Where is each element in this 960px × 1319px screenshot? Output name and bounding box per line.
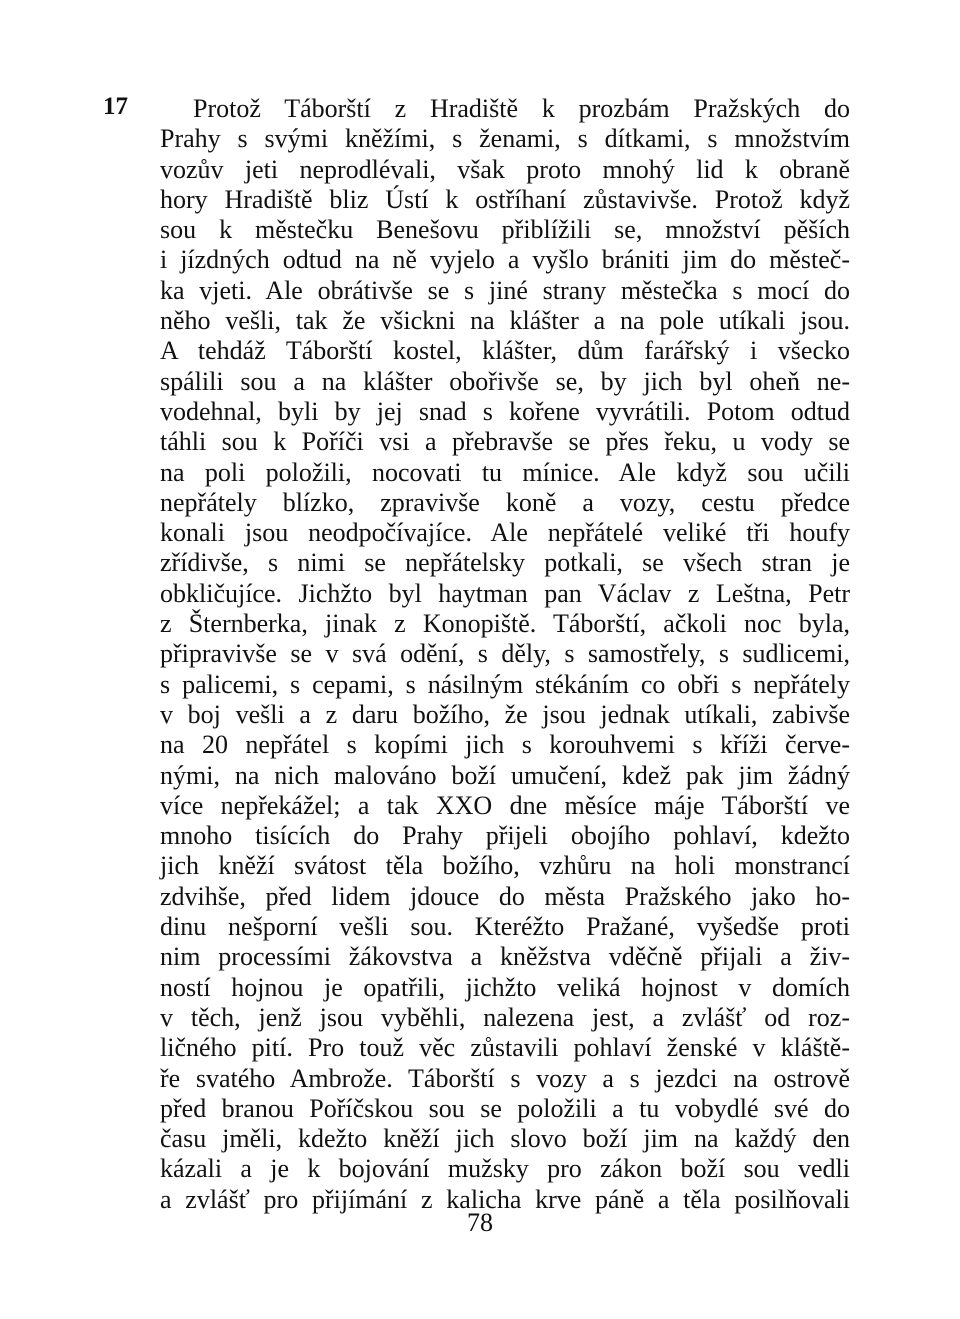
text-line: ličného pití. Pro touž věc zůstavili pohlaví ženské v kláště-	[160, 1033, 850, 1063]
text-line: ností hojnou je opatřili, jichžto veliká hojnost v domích	[160, 972, 850, 1002]
text-line: více nepřekážel; a tak XXO dne měsíce máje Táborští ve	[160, 790, 850, 820]
text-line: i jízdných odtud na ně vyjelo a vyšlo brániti jim do městeč-	[160, 245, 850, 275]
text-line: s palicemi, s cepami, s násilným stékáním co obři s nepřátely	[160, 669, 850, 699]
text-line: před branou Poříčskou sou se položili a tu vobydlé své do	[160, 1093, 850, 1123]
text-line: jich kněží svátost těla božího, vzhůru na holi monstrancí	[160, 851, 850, 881]
text-line: spálili sou a na klášter obořivše se, by jich byl oheň ne-	[160, 366, 850, 396]
text-line: na poli položili, nocovati tu mínice. Ale když sou učili	[160, 457, 850, 487]
text-line: nepřátely blízko, zpravivše koně a vozy, cestu předce	[160, 487, 850, 517]
text-line: zdvihše, před lidem jdouce do města Pražského jako ho-	[160, 881, 850, 911]
body-text	[160, 94, 850, 1215]
text-line: v boj vešli a z daru božího, že jsou jednak utíkali, zabivše	[160, 699, 850, 729]
text-line: Protož Táborští z Hradiště k prozbám Pražských do	[193, 94, 850, 123]
text-line: obkličujíce. Jichžto byl haytman pan Václav z Leštna, Petr	[160, 578, 850, 608]
text-line: mnoho tisících do Prahy přijeli obojího pohlaví, kdežto	[160, 821, 850, 851]
text-line: a zvlášť pro přijímání z kalicha krve páně a těla posilňovali	[160, 1184, 850, 1214]
section-number: 17	[103, 93, 128, 120]
text-line: něho vešli, tak že všickni na klášter a na pole utíkali jsou.	[160, 306, 850, 336]
text-line: z Šternberka, jinak z Konopiště. Táborští, ačkoli noc byla,	[160, 609, 850, 639]
text-line: kázali a je k bojování mužsky pro zákon boží sou vedli	[160, 1154, 850, 1184]
text-line: sou k městečku Benešovu přiblížili se, množství pěších	[160, 215, 850, 245]
text-line: nými, na nich malováno boží umučení, kdež pak jim žádný	[160, 760, 850, 790]
text-line: v těch, jenž jsou vyběhli, nalezena jest, a zvlášť od roz-	[160, 1002, 850, 1032]
page-number: 78	[467, 1208, 493, 1237]
text-line: vozův jeti neprodlévali, však proto mnohý lid k obraně	[160, 154, 850, 184]
text-line: dinu nešporní vešli sou. Kteréžto Pražané, vyšedše proti	[160, 912, 850, 942]
text-line: Prahy s svými kněžími, s ženami, s dítkami, s množstvím	[160, 124, 850, 154]
text-line: A tehdáž Táborští kostel, klášter, dům farářský i všecko	[160, 336, 850, 366]
text-line: konali jsou neodpočívajíce. Ale nepřátelé veliké tři houfy	[160, 518, 850, 548]
text-line: vodehnal, byli by jej snad s kořene vyvrátili. Potom odtud	[160, 396, 850, 426]
text-line: ka vjeti. Ale obrátivše se s jiné strany městečka s mocí do	[160, 275, 850, 305]
text-line: nim processími žákovstva a kněžstva vděčně přijali a živ-	[160, 942, 850, 972]
text-line: na 20 nepřátel s kopími jich s korouhvemi s kříži červe-	[160, 730, 850, 760]
text-line: táhli sou k Poříči vsi a přebravše se přes řeku, u vody se	[160, 427, 850, 457]
text-line: času jměli, kdežto kněží jich slovo boží jim na každý den	[160, 1124, 850, 1154]
text-line: ře svatého Ambrože. Táborští s vozy a s jezdci na ostrově	[160, 1063, 850, 1093]
text-line: hory Hradiště bliz Ústí k ostříhaní zůstavivše. Protož když	[160, 184, 850, 214]
text-line: připravivše se v svá odění, s děly, s samostřely, s sudlicemi,	[160, 639, 850, 669]
text-line: zřídivše, s nimi se nepřátelsky potkali, se všech stran je	[160, 548, 850, 578]
